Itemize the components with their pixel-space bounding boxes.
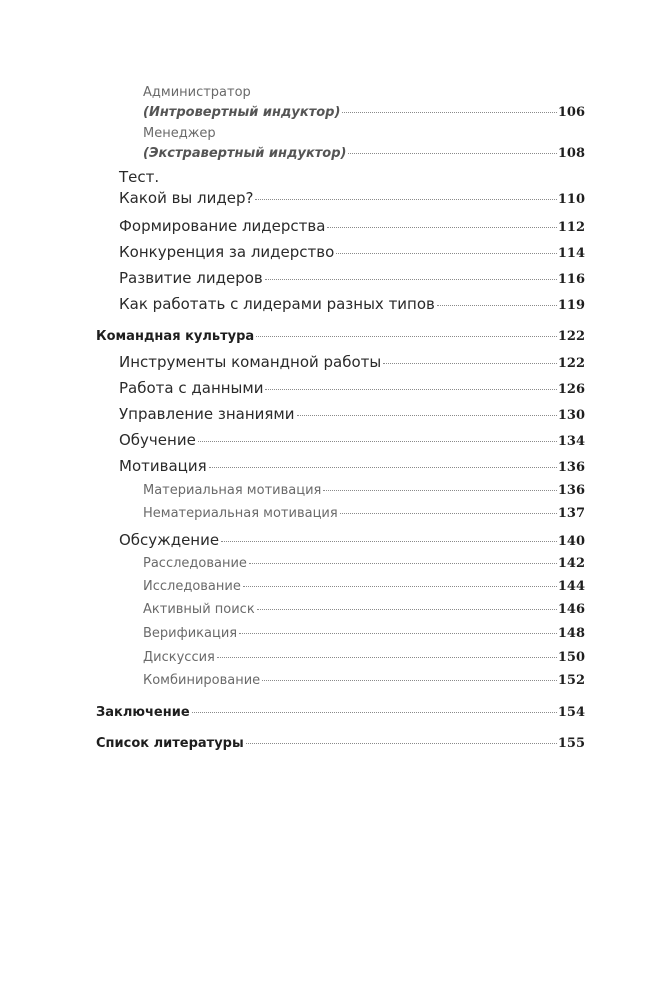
toc-entry[interactable]: [119, 355, 585, 370]
toc-page-number: 112: [557, 220, 585, 235]
dot-leader: [209, 467, 557, 468]
toc-page-number: 150: [557, 650, 585, 665]
toc-entry-title: Работа с данными: [119, 379, 264, 397]
toc-entry-title: (Интровертный индуктор): [143, 105, 341, 120]
toc-page-number: 148: [557, 626, 585, 641]
toc-page-number: 106: [557, 105, 585, 120]
toc-page-number: 114: [557, 246, 585, 261]
toc-entry[interactable]: [119, 433, 585, 448]
toc-entry[interactable]: [143, 106, 585, 119]
dot-leader: [192, 712, 557, 713]
toc-page-number: 122: [557, 329, 585, 344]
dot-leader: [323, 490, 557, 491]
toc-entry[interactable]: [119, 219, 585, 234]
toc-entry-title: Как работать с лидерами разных типов: [119, 295, 435, 313]
dot-leader: [243, 586, 557, 587]
dot-leader: [383, 363, 557, 364]
dot-leader: [249, 563, 557, 564]
toc-entry[interactable]: [119, 271, 585, 286]
toc-subentry[interactable]: [143, 484, 585, 497]
toc-page-number: 146: [557, 602, 585, 617]
toc-subentry[interactable]: [143, 627, 585, 640]
toc-entry-title: Мотивация: [119, 457, 207, 475]
toc-subentry[interactable]: [143, 674, 585, 687]
toc-entry[interactable]: [119, 297, 585, 312]
toc-entry-title: Конкуренция за лидерство: [119, 243, 335, 261]
toc-entry[interactable]: [119, 245, 585, 260]
toc-subentry-title: Исследование: [143, 579, 241, 594]
toc-section[interactable]: [96, 706, 585, 719]
dot-leader: [265, 279, 557, 280]
toc-page-number: 140: [557, 534, 585, 549]
toc-page-number: 142: [557, 556, 585, 571]
toc-entry[interactable]: [143, 147, 585, 160]
toc-page-number: 136: [557, 483, 585, 498]
toc-entry[interactable]: [119, 407, 585, 422]
dot-leader: [327, 227, 556, 228]
toc-entry-title: Обсуждение: [119, 531, 220, 549]
toc-subentry-title: Верификация: [143, 626, 238, 641]
toc-entry[interactable]: [119, 191, 585, 206]
toc-page-number: 130: [557, 408, 585, 423]
toc-entry-label: Менеджер: [143, 126, 216, 141]
toc-page-number: 110: [557, 192, 585, 207]
dot-leader: [255, 199, 556, 200]
toc-entry-label: Тест.: [119, 168, 160, 186]
toc-page-number: 126: [557, 382, 585, 397]
toc-section[interactable]: [96, 330, 585, 343]
dot-leader: [297, 415, 557, 416]
toc-subentry[interactable]: [143, 603, 585, 616]
toc-entry[interactable]: [119, 533, 585, 548]
toc-entry-title: (Экстравертный индуктор): [143, 146, 347, 161]
toc-entry-label: Администратор: [143, 85, 251, 100]
toc-entry[interactable]: [119, 459, 585, 474]
toc-page-number: 136: [557, 460, 585, 475]
dot-leader: [265, 389, 556, 390]
dot-leader: [340, 513, 557, 514]
toc-subentry-title: Нематериальная мотивация: [143, 506, 338, 521]
toc-subentry-title: Активный поиск: [143, 602, 255, 617]
toc-entry-title: Какой вы лидер?: [119, 189, 254, 207]
toc-subentry-title: Материальная мотивация: [143, 483, 322, 498]
dot-leader: [342, 112, 556, 113]
toc-section-title: Заключение: [96, 705, 190, 720]
toc-section-title: Список литературы: [96, 736, 244, 751]
toc-page-number: 137: [557, 506, 585, 521]
toc-page-number: 154: [557, 705, 585, 720]
toc-section[interactable]: [96, 737, 585, 750]
dot-leader: [437, 305, 557, 306]
dot-leader: [348, 153, 556, 154]
toc-section-title: Командная культура: [96, 329, 255, 344]
toc-subentry[interactable]: [143, 557, 585, 570]
toc-entry-title: Развитие лидеров: [119, 269, 263, 287]
toc-page-number: 122: [557, 356, 585, 371]
toc-subentry-title: Комбинирование: [143, 673, 261, 688]
toc-entry-title: Управление знаниями: [119, 405, 295, 423]
toc-entry-title: Обучение: [119, 431, 196, 449]
toc-subentry[interactable]: [143, 651, 585, 664]
toc-page-number: 116: [557, 272, 585, 287]
toc-subentry[interactable]: [143, 507, 585, 520]
toc-page-number: 119: [557, 298, 585, 313]
toc-entry-title: Инструменты командной работы: [119, 353, 382, 371]
dot-leader: [239, 633, 557, 634]
toc-page-number: 134: [557, 434, 585, 449]
dot-leader: [246, 743, 557, 744]
toc-subentry[interactable]: [143, 580, 585, 593]
toc-page-number: 152: [557, 673, 585, 688]
toc-entry-title: Формирование лидерства: [119, 217, 326, 235]
dot-leader: [336, 253, 557, 254]
dot-leader: [256, 336, 557, 337]
dot-leader: [217, 657, 557, 658]
toc-subentry-title: Расследование: [143, 556, 247, 571]
dot-leader: [257, 609, 557, 610]
toc-page-number: 155: [557, 736, 585, 751]
dot-leader: [198, 441, 557, 442]
toc-subentry-title: Дискуссия: [143, 650, 215, 665]
dot-leader: [221, 541, 557, 542]
toc-page-number: 144: [557, 579, 585, 594]
toc-entry[interactable]: [119, 381, 585, 396]
dot-leader: [262, 680, 557, 681]
toc-page-number: 108: [557, 146, 585, 161]
